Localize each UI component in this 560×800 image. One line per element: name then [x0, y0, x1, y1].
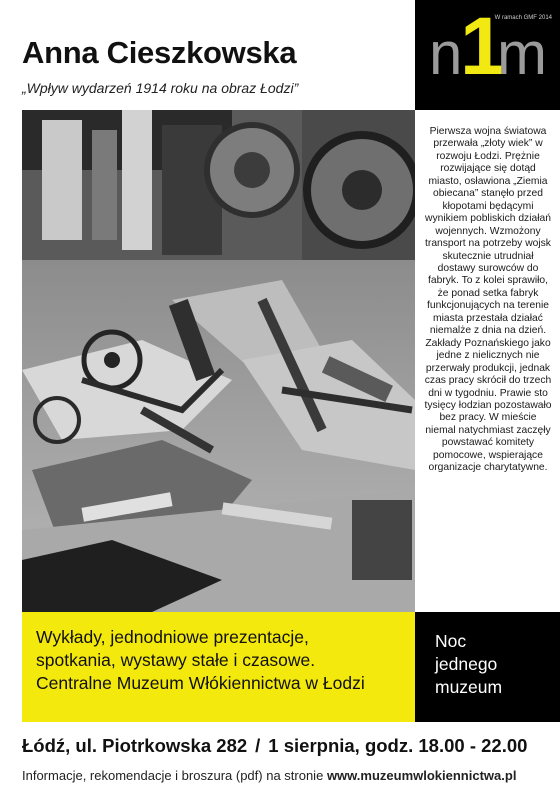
history-paragraph: Pierwsza wojna światowa przerwała „złoty wiek” w rozwoju Łodzi. Prężnie rozwijające się dotąd miasto, osławiona „Ziemia obiecana” stanęło przed kłopotami będącymi wynikiem pobliskich działań wojennych. Wzmożony transport na potrzeby wojsk skutecznie utrudniał dostawy surowców do fabryk. To z kolei sprawiło, że ponad setka fabryk funkcjonujących na terenie miasta przestała działać niemalże z dnia na dzień. Zakłady Poznańskiego jako jedne z nielicznych nie przerwały produkcji, jednak czas pracy skrócił do trzech dni w tygodniu. Prawie sto tysięcy łodzian pozostawało bez pracy. W mieście niemal natychmiast zaczęły powstawać komitety pomocowe, wspierające organizacje charytatywne.	[424, 126, 552, 474]
history-sidebar	[415, 110, 560, 612]
logo-letter-n: n	[429, 20, 463, 87]
details-separator: /	[255, 735, 261, 756]
logo-letter-m: m	[497, 20, 547, 87]
lecture-title: „Wpływ wydarzeń 1914 roku na obraz Łodzi”	[22, 80, 299, 96]
info-line	[22, 768, 552, 783]
website-link[interactable]: www.muzeumwlokiennictwa.pl	[326, 768, 517, 783]
events-description: Wykłady, jednodniowe prezentacje, spotkania, wystawy stałe i czasowe. Centralne Muzeum Włókiennictwa w Łodzi	[36, 627, 365, 693]
factory-ruins-illustration	[22, 110, 415, 612]
logo-tagline: W ramach GMF 2014	[494, 15, 552, 21]
logo-digit-one: 1	[460, 1, 506, 92]
author-name: Anna Cieszkowska	[22, 35, 297, 70]
events-band	[22, 612, 415, 722]
event-details	[22, 735, 552, 757]
header	[0, 0, 415, 110]
factory-ruins-photo	[22, 110, 415, 612]
night-of-museum-label: Noc jednego muzeum	[435, 631, 503, 697]
date-time: 1 sierpnia, godz. 18.00 - 22.00	[268, 735, 528, 756]
info-prefix: Informacje, rekomendacje i broszura (pdf) na stronie	[22, 768, 324, 783]
night-of-museum-band	[415, 612, 560, 722]
n1m-logo	[415, 0, 560, 110]
address: Łódź, ul. Piotrkowska 282	[22, 735, 248, 756]
